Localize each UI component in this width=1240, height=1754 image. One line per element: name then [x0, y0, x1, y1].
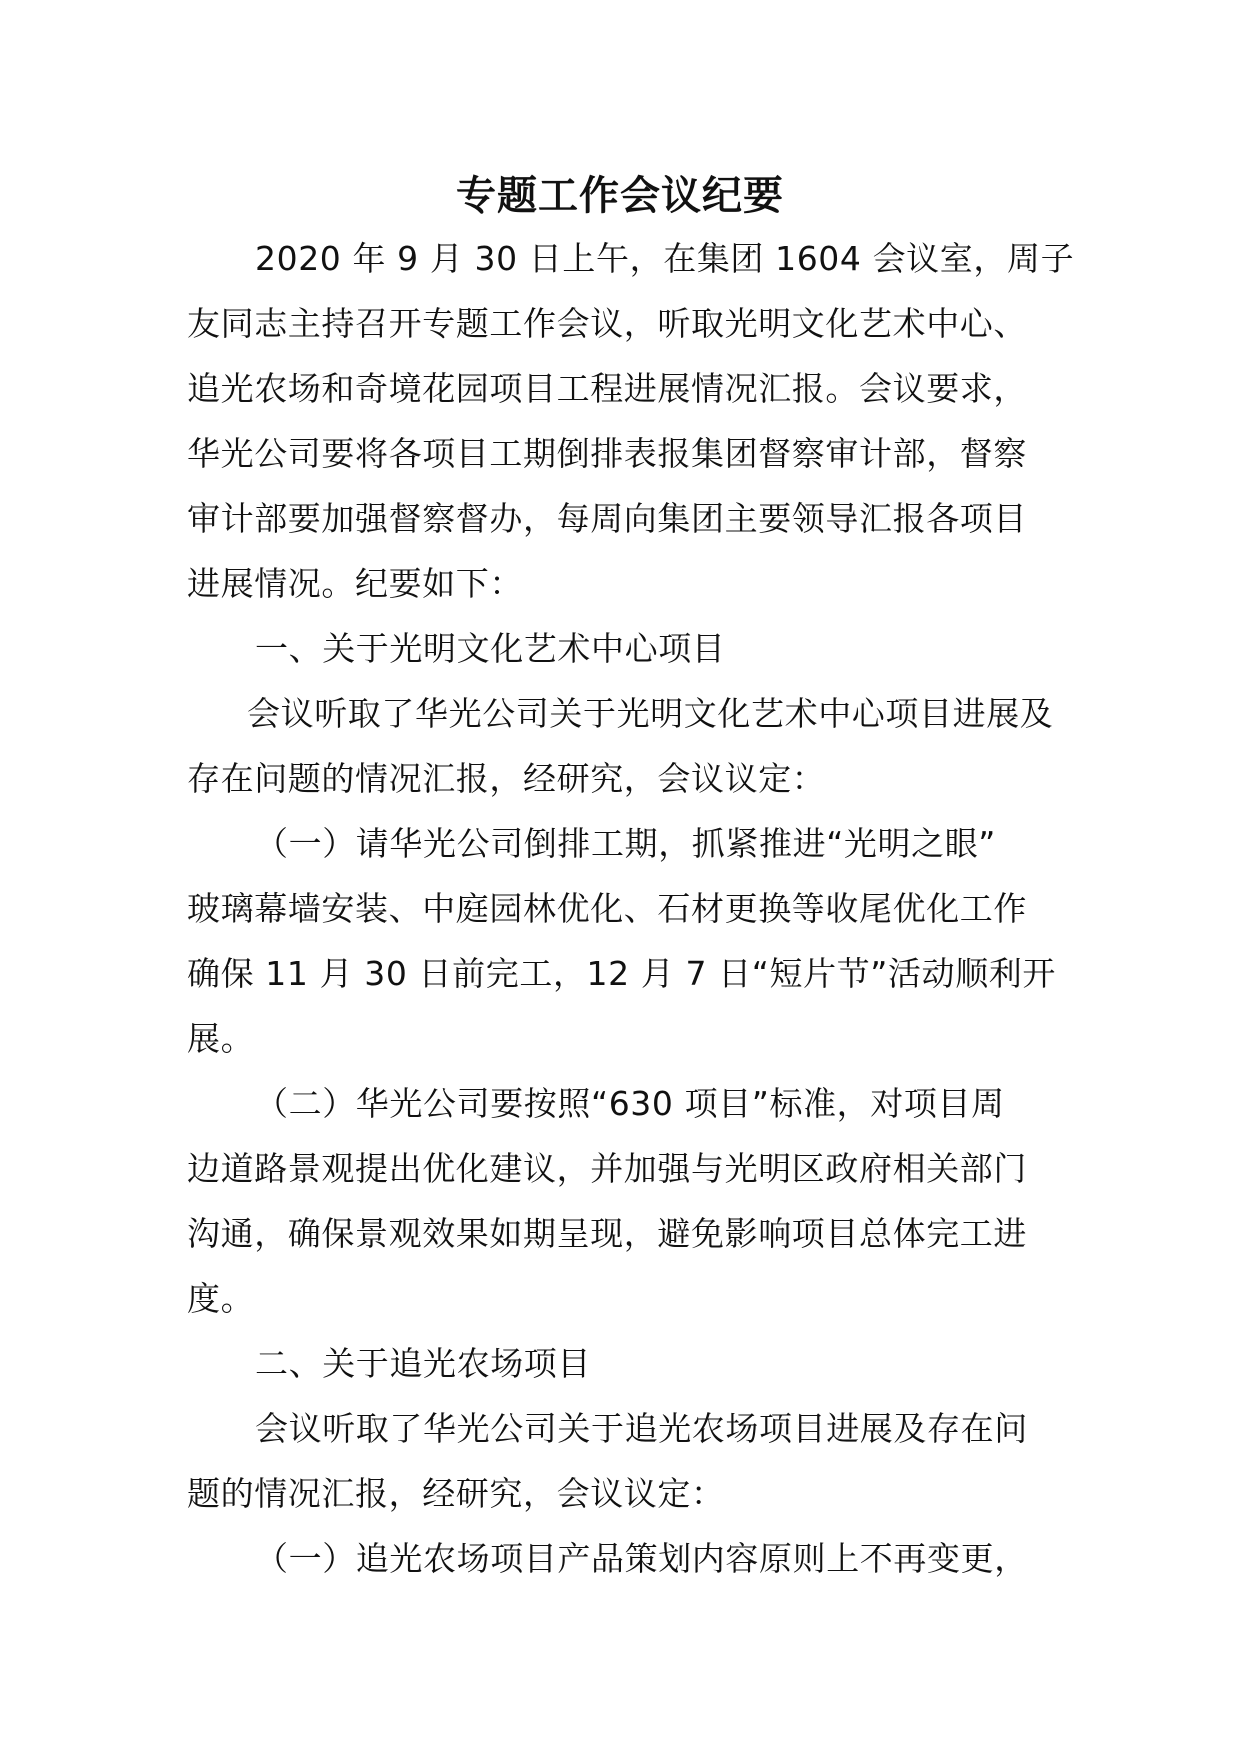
paragraph-line: 存在问题的情况汇报，经研究，会议议定：	[187, 759, 826, 798]
paragraph-line: （二）华光公司要按照“630 项目”标准，对项目周	[255, 1084, 1005, 1123]
paragraph-line: 追光农场和奇境花园项目工程进展情况汇报。会议要求，	[187, 369, 1027, 408]
paragraph-line: （一）追光农场项目产品策划内容原则上不再变更，	[255, 1539, 1028, 1578]
paragraph-line: 友同志主持召开专题工作会议，听取光明文化艺术中心、	[187, 304, 1027, 343]
paragraph-line: 进展情况。纪要如下：	[187, 564, 523, 603]
paragraph-line: （一）请华光公司倒排工期，抓紧推进“光明之眼”	[255, 824, 996, 863]
paragraph-line: 沟通，确保景观效果如期呈现，避免影响项目总体完工进	[187, 1214, 1027, 1253]
paragraph-line: 2020 年 9 月 30 日上午，在集团 1604 会议室，周子	[255, 239, 1075, 278]
paragraph-line: 题的情况汇报，经研究，会议议定：	[187, 1474, 725, 1513]
paragraph-line: 玻璃幕墙安装、中庭园林优化、石材更换等收尾优化工作	[187, 889, 1027, 928]
paragraph-line: 边道路景观提出优化建议，并加强与光明区政府相关部门	[187, 1149, 1027, 1188]
paragraph-line: 展。	[187, 1019, 255, 1058]
paragraph-line: 确保 11 月 30 日前完工，12 月 7 日“短片节”活动顺利开	[187, 954, 1056, 993]
paragraph-line: 度。	[187, 1279, 255, 1318]
document-title: 专题工作会议纪要	[456, 173, 784, 219]
paragraph-line: 会议听取了华光公司关于追光农场项目进展及存在问	[255, 1409, 1028, 1448]
section-heading: 一、关于光明文化艺术中心项目	[255, 629, 726, 668]
paragraph-line: 华光公司要将各项目工期倒排表报集团督察审计部，督察	[187, 434, 1027, 473]
section-heading: 二、关于追光农场项目	[255, 1344, 591, 1383]
paragraph-line: 审计部要加强督察督办，每周向集团主要领导汇报各项目	[187, 499, 1027, 538]
paragraph-line: 会议听取了华光公司关于光明文化艺术中心项目进展及	[247, 694, 1054, 733]
